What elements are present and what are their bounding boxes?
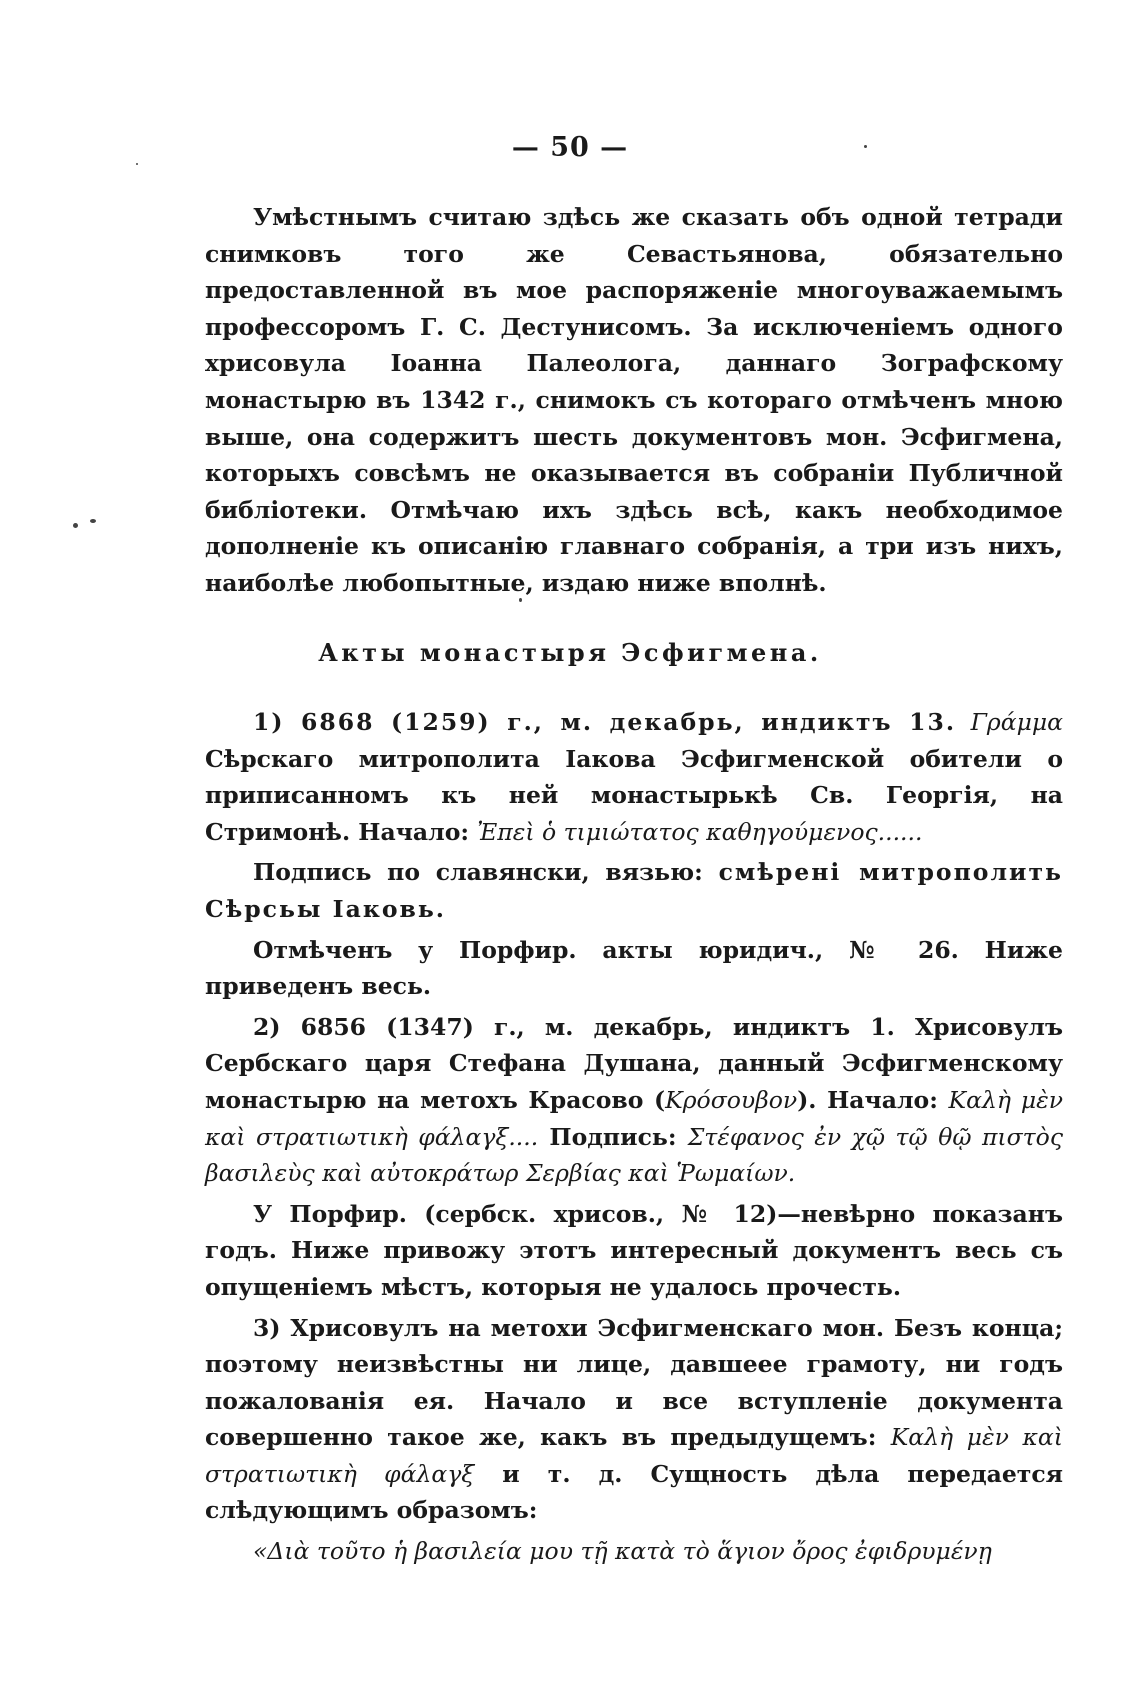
act-2-greek-place: Κρόσουβον (665, 1085, 798, 1114)
act-1-description (205, 704, 1063, 850)
scan-speck (136, 163, 138, 165)
scan-speck (73, 523, 78, 528)
act-3-description (205, 1310, 1063, 1530)
act-2-greek-start: Καλὴ μὲν καὶ στρατιωτικὴ φάλαγξ.... (205, 1085, 1063, 1151)
act-2-head: 2) 6856 (1347) г., м. декабрь, индиктъ 1. Хрисовулъ Сербскаго царя Стефана Душана, данный Эсфигменскому монастырю на метохъ Красово ( (205, 1012, 1063, 1114)
act-1-signature-text: смѣрені митрополить Сѣрсьы Іаковь. (205, 858, 1063, 923)
scan-speck (864, 145, 867, 148)
act-1-signature (205, 854, 1063, 927)
act-1-rest: Сѣрскаго митрополита Іакова Эсфигменской обители о приписанномъ къ ней монастырькѣ Св. Георгія, на Стримонѣ. Начало: (205, 744, 1063, 846)
act-1-greek-start: Ἐπεὶ ὁ τιμιώτατος καθηγούμενος...... (477, 817, 923, 846)
act-3-greek-final: «Διὰ τοῦτο ἡ βασιλεία μου τῇ κατὰ τὸ ἅγιον ὄρος ἐφιδρυμένῃ (253, 1537, 992, 1566)
act-3-greek-quote: Καλὴ μὲν καὶ στρατιωτικὴ φάλαγξ (205, 1423, 1063, 1488)
act-1-signature-lead: Подпись по славянски, вязью: (253, 858, 703, 887)
act-1-note: Отмѣченъ у Порфир. акты юридич., № 26. Ниже приведенъ весь. (205, 935, 1063, 1001)
act-3-text: 3) Хрисовулъ на метохи Эсфигменскаго мон. Безъ конца; поэтому неизвѣстны ни лице, давшеее грамоту, ни годъ пожалованія ея. Начало и все вступленіе документа совершенно такое же, какъ въ предыдущемъ: (205, 1313, 1063, 1452)
act-1-greek-title: Γράμμα (970, 708, 1063, 736)
scan-speck (519, 598, 522, 602)
act-1-head: 1) 6868 (1259) г., м. декабрь, индиктъ 13. (253, 708, 957, 736)
intro-paragraph: Умѣстнымъ считаю здѣсь же сказать объ одной тетради снимковъ того же Севастьянова, обязательно предоставленной въ мое распоряженіе многоуважаемымъ профессоромъ Г. С. Дестунисомъ. За исключеніемъ одного хрисовула Іоанна Палеолога, даннаго Зографскому монастырю въ 1342 г., снимокъ съ котораго отмѣченъ мною выше, она содержитъ шесть документовъ мон. Эсфигмена, которыхъ совсѣмъ не оказывается въ собраніи Публичной библіотеки. Отмѣчаю ихъ здѣсь всѣ, какъ необходимое дополненіе къ описанію главнаго собранія, а три изъ нихъ, наиболѣе любопытные, издаю ниже вполнѣ. (205, 203, 1063, 597)
scan-speck (90, 519, 96, 523)
act-2-note: У Порфир. (сербск. хрисов., № 12)—невѣрно показанъ годъ. Ниже привожу этотъ интересный документъ весь съ опущеніемъ мѣстъ, которыя не удалось прочесть. (205, 1199, 1063, 1301)
act-2-greek-signature: Στέφανος ἐν χῷ τῷ θῷ πιστὸς βασιλεὺς καὶ αὐτοκράτωρ Σερβίας καὶ Ῥωμαίων. (205, 1122, 1063, 1188)
act-3-text-after: и т. д. Сущность дѣла передается слѣдующимъ образомъ: (205, 1459, 1064, 1525)
acts-list (205, 704, 1063, 1570)
intro-section (205, 199, 1063, 602)
page-number: — 50 — (511, 132, 629, 163)
act-2-after-place: ). Начало: (797, 1085, 938, 1114)
act-2-description (205, 1009, 1063, 1192)
section-heading: Акты монастыря Эсфигмена. (318, 638, 822, 667)
act-2-signature-lead: Подпись: (549, 1122, 677, 1151)
